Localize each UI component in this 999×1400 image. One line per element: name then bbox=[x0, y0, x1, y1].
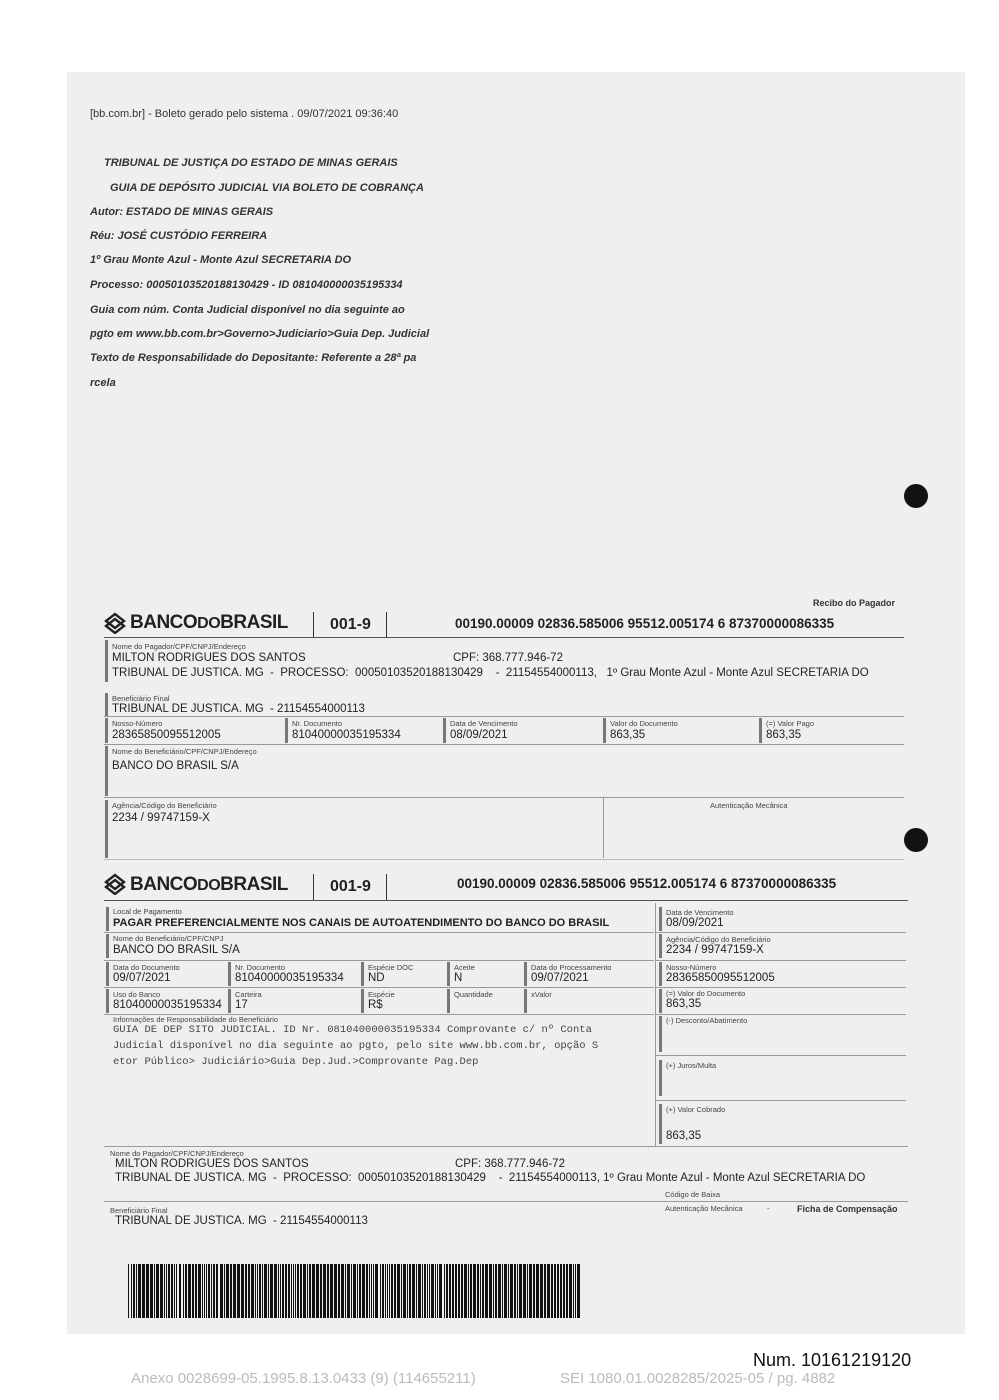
header-line-10: rcela bbox=[90, 377, 116, 389]
wallet-label: Carteira bbox=[235, 990, 262, 999]
species-doc: ND bbox=[368, 972, 385, 984]
header-line-9: Texto de Responsabilidade do Depositante: Referente a 28ª pa bbox=[90, 352, 417, 364]
bank-use-label: Uso do Banco bbox=[113, 990, 161, 999]
final-beneficiary: TRIBUNAL DE JUSTICA. MG - 21154554000113 bbox=[112, 703, 365, 715]
slip-agency-label: Agência/Código do Beneficiário bbox=[666, 935, 771, 944]
beneficiary: BANCO DO BRASIL S/A bbox=[112, 760, 239, 772]
bank-code: 001-9 bbox=[330, 616, 371, 633]
slip-doc-value-label: (=) Valor do Documento bbox=[666, 989, 746, 998]
header-line-4: Réu: JOSÉ CUSTÓDIO FERREIRA bbox=[90, 230, 268, 242]
header-line-7: Guia com núm. Conta Judicial disponível no dia seguinte ao bbox=[90, 304, 405, 316]
due-date-label: Data de Vencimento bbox=[450, 719, 518, 728]
slip-title: Ficha de Compensação bbox=[797, 1204, 898, 1214]
interest-label: (+) Juros/Multa bbox=[666, 1061, 717, 1070]
payment-place: PAGAR PREFERENCIALMENTE NOS CANAIS DE AUTOATENDIMENTO DO BANCO DO BRASIL bbox=[113, 917, 610, 929]
header-line-5: 1º Grau Monte Azul - Monte Azul SECRETARIA DO bbox=[90, 254, 352, 266]
accept: N bbox=[454, 972, 463, 984]
final-beneficiary-label: Beneficiário Final bbox=[112, 694, 170, 703]
punch-hole-bottom bbox=[904, 828, 928, 852]
receipt-title: Recibo do Pagador bbox=[813, 598, 896, 608]
barcode-code-label: Código de Baixa bbox=[665, 1190, 721, 1199]
auth-label: Autenticação Mecânica bbox=[710, 801, 788, 810]
slip-payer-name: MILTON RODRIGUES DOS SANTOS bbox=[115, 1158, 309, 1170]
info-line-2: Judicial disponível no dia seguinte ao pgto, pelo site www.bb.com.br, opção S bbox=[113, 1040, 599, 1052]
info-line-1: GUIA DE DEP SITO JUDICIAL. ID Nr. 081040000035195334 Comprovante c/ nº Conta bbox=[113, 1024, 592, 1036]
slip-beneficiary-label: Nome do Beneficiário/CPF/CNPJ bbox=[113, 934, 224, 943]
charged-label: (+) Valor Cobrado bbox=[666, 1105, 726, 1114]
sei-stamp: SEI 1080.01.0028285/2025-05 / pg. 4882 bbox=[560, 1370, 836, 1387]
header-line-1: TRIBUNAL DE JUSTIÇA DO ESTADO DE MINAS GERAIS bbox=[104, 157, 398, 169]
info-label: Informações de Responsabilidade do Beneficiário bbox=[113, 1015, 279, 1024]
punch-hole-top bbox=[904, 484, 928, 508]
slip-final-beneficiary-label: Beneficiário Final bbox=[110, 1206, 168, 1215]
slip-due-date-label: Data de Vencimento bbox=[666, 908, 734, 917]
slip-beneficiary: BANCO DO BRASIL S/A bbox=[113, 944, 240, 956]
slip-bank-name: BANCODOBRASIL bbox=[130, 874, 288, 895]
system-line: [bb.com.br] - Boleto gerado pelo sistema . 09/07/2021 09:36:40 bbox=[90, 108, 399, 120]
agency-label: Agência/Código do Beneficiário bbox=[112, 801, 217, 810]
header-line-8: pgto em www.bb.com.br>Governo>Judiciario>Guia Dep. Judicial bbox=[90, 328, 430, 340]
slip-bank-code: 001-9 bbox=[330, 878, 371, 895]
species-doc-label: Espécie DOC bbox=[368, 963, 414, 972]
slip-due-date: 08/09/2021 bbox=[666, 917, 724, 929]
processing-date-label: Data do Processamento bbox=[531, 963, 612, 972]
slip-final-beneficiary: TRIBUNAL DE JUSTICA. MG - 21154554000113 bbox=[115, 1215, 368, 1227]
num-stamp: Num. 10161219120 bbox=[753, 1350, 912, 1370]
slip-doc-value: 863,35 bbox=[666, 998, 702, 1010]
slip-auth-label: Autenticação Mecânica bbox=[665, 1204, 743, 1213]
slip-payer-cpf: CPF: 368.777.946-72 bbox=[455, 1158, 565, 1170]
bank-name: BANCODOBRASIL bbox=[130, 612, 288, 633]
accept-label: Aceite bbox=[454, 963, 475, 972]
species: R$ bbox=[368, 999, 383, 1011]
paid-value: 863,35 bbox=[766, 729, 802, 741]
header-line-2: GUIA DE DEPÓSITO JUDICIAL VIA BOLETO DE COBRANÇA bbox=[110, 182, 424, 194]
agency: 2234 / 99747159-X bbox=[112, 812, 210, 824]
quantity-label: Quantidade bbox=[454, 990, 493, 999]
slip-auth-dash: - bbox=[767, 1204, 770, 1213]
bb-logo-icon bbox=[104, 612, 126, 634]
bank-use: 81040000035195334 bbox=[113, 999, 222, 1011]
info-line-3: etor Público> Judiciário>Guia Dep.Jud.>Comprovante Pag.Dep bbox=[113, 1056, 479, 1068]
annex-stamp: Anexo 0028699-05.1995.8.13.0433 (9) (114655211) bbox=[131, 1370, 476, 1387]
slip-payer-label: Nome do Pagador/CPF/CNPJ/Endereço bbox=[110, 1149, 244, 1158]
slip-payer-address: TRIBUNAL DE JUSTICA. MG - PROCESSO: 00050103520188130429 - 21154554000113, 1º Grau Monte Azul - Monte Azul SECRETARIA DO bbox=[115, 1172, 866, 1184]
slip-digitable-line: 00190.00009 02836.585006 95512.005174 6 87370000086335 bbox=[457, 876, 837, 891]
xvalue-label: xValor bbox=[531, 990, 552, 999]
beneficiary-label: Nome do Beneficiário/CPF/CNPJ/Endereço bbox=[112, 747, 257, 756]
payer-cpf: CPF: 368.777.946-72 bbox=[453, 652, 563, 664]
bb-logo-icon bbox=[104, 873, 126, 895]
payment-place-label: Local de Pagamento bbox=[113, 907, 182, 916]
doc-date-label: Data do Documento bbox=[113, 963, 180, 972]
doc-date: 09/07/2021 bbox=[113, 972, 171, 984]
discount-label: (-) Desconto/Abatimento bbox=[666, 1016, 748, 1025]
payer-name: MILTON RODRIGUES DOS SANTOS bbox=[112, 652, 306, 664]
payer-label: Nome do Pagador/CPF/CNPJ/Endereço bbox=[112, 642, 246, 651]
slip-our-number-label: Nosso-Número bbox=[666, 963, 717, 972]
processing-date: 09/07/2021 bbox=[531, 972, 589, 984]
slip-our-number: 28365850095512005 bbox=[666, 972, 775, 984]
barcode bbox=[128, 1264, 580, 1318]
header-line-6: Processo: 00050103520188130429 - ID 081040000035195334 bbox=[90, 279, 403, 291]
charged: 863,35 bbox=[666, 1130, 702, 1142]
species-label: Espécie bbox=[368, 990, 395, 999]
digitable-line: 00190.00009 02836.585006 95512.005174 6 87370000086335 bbox=[455, 616, 835, 631]
paid-value-label: (=) Valor Pago bbox=[766, 719, 815, 728]
header-line-3: Autor: ESTADO DE MINAS GERAIS bbox=[90, 206, 274, 218]
our-number-label: Nosso-Número bbox=[112, 719, 163, 728]
doc-number-label: Nr. Documento bbox=[292, 719, 343, 728]
payer-address: TRIBUNAL DE JUSTICA. MG - PROCESSO: 00050103520188130429 - 21154554000113, 1º Grau Monte Azul - Monte Azul SECRETARIA DO bbox=[112, 667, 869, 679]
doc-value: 863,35 bbox=[610, 729, 646, 741]
slip-doc-number-label: Nr. Documento bbox=[235, 963, 286, 972]
wallet: 17 bbox=[235, 999, 248, 1011]
doc-number: 81040000035195334 bbox=[292, 729, 401, 741]
slip-doc-number: 81040000035195334 bbox=[235, 972, 344, 984]
due-date: 08/09/2021 bbox=[450, 729, 508, 741]
doc-value-label: Valor do Documento bbox=[610, 719, 678, 728]
slip-agency: 2234 / 99747159-X bbox=[666, 944, 764, 956]
our-number: 28365850095512005 bbox=[112, 729, 221, 741]
